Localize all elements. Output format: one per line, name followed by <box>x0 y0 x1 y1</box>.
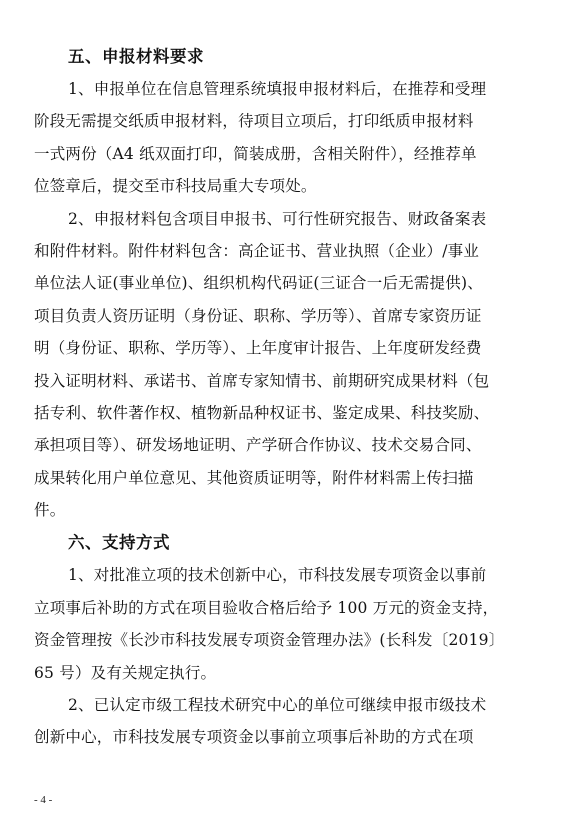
paragraph-line: 2、已认定市级工程技术研究中心的单位可继续申报市级技术 <box>68 696 487 715</box>
paragraph-line: 承担项目等）、研发场地证明、产学研合作协议、技术交易合同、 <box>34 436 482 455</box>
paragraph-line: 立项事后补助的方式在项目验收合格后给予 100 万元的资金支持， <box>34 598 499 617</box>
paragraph-line: 1、对批准立项的技术创新中心，市科技发展专项资金以事前 <box>68 566 487 585</box>
paragraph-line: 单位法人证(事业单位)、组织机构代码证(三证合一后无需提供)、 <box>34 274 483 293</box>
paragraph-line: 创新中心，市科技发展专项资金以事前立项事后补助的方式在项 <box>34 728 474 747</box>
page-number: - 4 - <box>34 794 53 806</box>
section-heading-5: 五、申报材料要求 <box>68 47 204 66</box>
paragraph-6-1 <box>34 559 538 689</box>
paragraph-line: 项目负责人资历证明（身份证、职称、学历等）、首席专家资历证 <box>34 306 482 325</box>
paragraph-line: 明（身份证、职称、学历等）、上年度审计报告、上年度研发经费 <box>34 339 482 358</box>
paragraph-line: 2、申报材料包含项目申报书、可行性研究报告、财政备案表 <box>68 209 487 228</box>
paragraph-line: 65 号）及有关规定执行。 <box>34 663 217 682</box>
paragraph-line: 资金管理按《长沙市科技发展专项资金管理办法》(长科发〔2019〕 <box>34 631 505 650</box>
paragraph-5-1 <box>34 73 538 203</box>
paragraph-line: 一式两份（A4 纸双面打印，简装成册，含相关附件），经推荐单 <box>34 144 477 163</box>
paragraph-line: 投入证明材料、承诺书、首席专家知情书、前期研究成果材料（包 <box>34 371 490 390</box>
section-heading-6: 六、支持方式 <box>68 533 170 553</box>
paragraph-line: 括专利、软件著作权、植物新品种权证书、鉴定成果、科技奖励、 <box>34 403 490 422</box>
document-body <box>34 40 538 754</box>
paragraph-line: 和附件材料。附件材料包含：高企证书、营业执照（企业）/事业 <box>34 241 480 260</box>
paragraph-line: 1、申报单位在信息管理系统填报申报材料后，在推荐和受理 <box>68 80 487 98</box>
paragraph-line: 成果转化用户单位意见、其他资质证明等，附件材料需上传扫描 <box>34 468 474 487</box>
paragraph-line: 阶段无需提交纸质申报材料，待项目立项后，打印纸质申报材料 <box>34 112 474 131</box>
paragraph-6-2 <box>34 689 538 754</box>
paragraph-line: 件。 <box>34 501 66 520</box>
paragraph-5-2 <box>34 203 538 527</box>
paragraph-line: 位签章后，提交至市科技局重大专项处。 <box>34 177 317 196</box>
